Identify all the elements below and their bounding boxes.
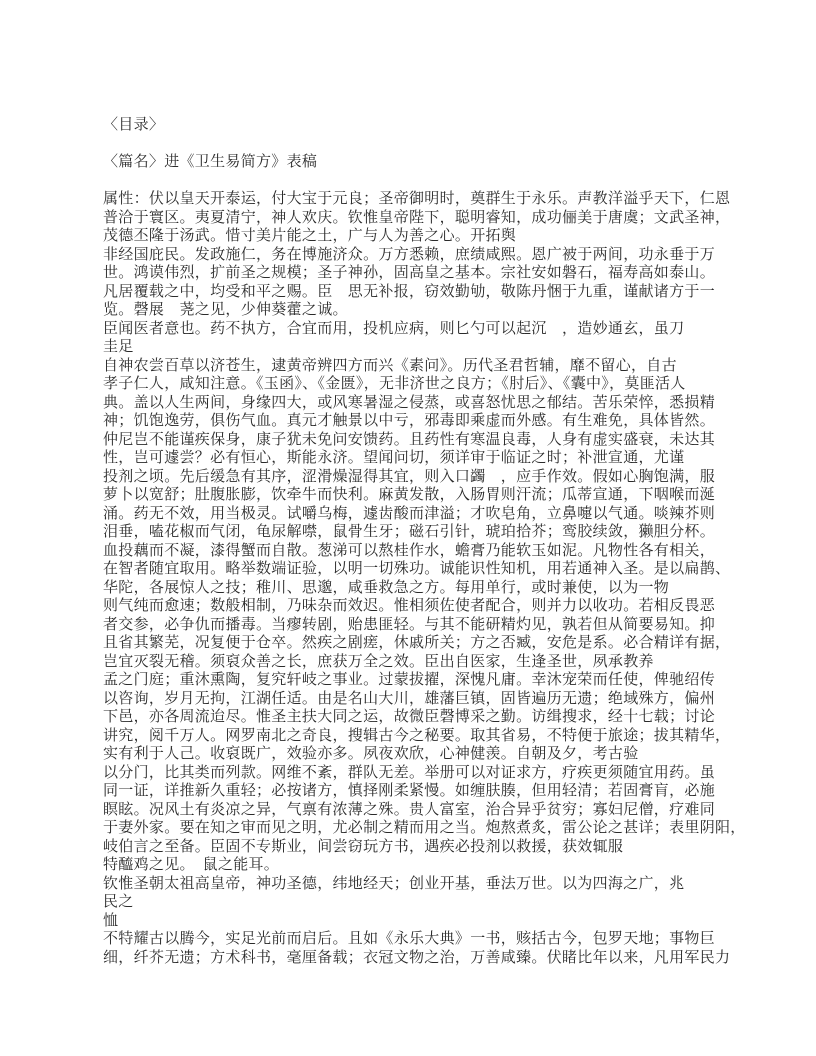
text-line: 则气纯而愈速；数般相制，乃味杂而效迟。惟相须佐使者配合，则并力以收功。若相反畏恶 — [103, 598, 716, 614]
text-line: 仲尼岂不能谨疾保身，康子犹未免问安馈药。且药性有寒温良毒，人身有虚实盛衰，未达其 — [103, 431, 716, 448]
text-line: 性，岂可遽尝？必有恒心，斯能永济。望闻问切，须详审于临证之时；补泄宣通，尤谨 — [103, 450, 685, 466]
text-line: 属性：伏以皇天开泰运，付大宝于元良；圣帝御明时，奠群生于永乐。声教洋溢乎天下，仁恩 — [103, 191, 731, 207]
text-line: 岐伯言之至备。臣固不专斯业，间尝窃玩方书，遇疾必投剂以救援，获效辄服 — [103, 838, 624, 855]
document-text-block — [103, 116, 783, 967]
text-line: 恤 — [103, 912, 119, 929]
text-line: 瞑眩。况风土有炎凉之异，气禀有浓薄之殊。贵人富室，治合异乎贫穷；寡妇尼僧，疗难同 — [103, 801, 716, 818]
text-line: 者交参，必争仇而播毒。当瘳转剧，贻患匪轻。与其不能研精灼见，孰若但从简要易知。抑 — [103, 616, 716, 633]
text-line: 茂德丕隆于汤武。惜寸美片能之土，广与人为善之心。开拓舆 — [103, 228, 517, 244]
blank-line — [103, 172, 783, 191]
text-line: 普洽于寰区。夷夏清宁，神人欢庆。钦惟皇帝陛下，聪明睿知，成功俪美于唐虞；文武圣神， — [103, 209, 731, 226]
text-line: 下邑，亦各周流迨尽。惟圣主扶大同之运，故微臣磬博采之勤。访缉搜求，经十七载；讨论 — [103, 709, 716, 725]
text-line: 以咨询，岁月无拘，江湖任适。由是名山大川，雄藩巨镇，固皆遍历无遗；绝域殊方，偏州 — [103, 690, 716, 707]
text-line: 钦惟圣朝太祖高皇帝，神功圣德，纬地经天；创业开基，垂法万世。以为四海之广，兆 — [103, 875, 685, 892]
text-line: 在智者随宜取用。略举数端证验，以明一切殊功。诚能识性知机，用若通神入圣。是以扁鹊、 — [103, 561, 731, 577]
title-line: 〈篇名〉进《卫生易简方》表稿 — [103, 154, 318, 170]
text-line: 臣闻医者意也。药不执方，合宜而用，投机应病，则匕勺可以起沉 ，造妙通玄，虽刀 — [103, 320, 685, 337]
text-line: 览。磬展 荛之见，少伸葵藿之诚。 — [103, 302, 348, 318]
text-line: 自神农尝百草以济苍生，逮黄帝辨四方而兴《素问》。历代圣君哲辅，靡不留心，自古 — [103, 357, 677, 374]
text-line: 圭足 — [103, 339, 134, 355]
text-line: 民之 — [103, 894, 134, 910]
text-line: 于妻外家。要在知之审而见之明，尤必制之精而用之当。炮熬煮炙，雷公论之甚详；表里阴阳， — [103, 820, 746, 836]
text-line: 岂宜灭裂无稽。须裒众善之长，庶获万全之效。臣出自医家，生逢圣世，夙承教养 — [103, 653, 654, 670]
text-line: 凡居覆载之中，均受和平之赐。臣 思无补报，窃效勤劬，敬陈丹悃于九重，谨献诸方于一 — [103, 283, 716, 300]
text-line: 世。鸿谟伟烈，扩前圣之规模；圣子神孙，固高皇之基本。宗社安如磐石，福寿高如泰山。 — [103, 265, 716, 281]
text-line: 特醯鸡之见。 鼠之能耳。 — [103, 857, 280, 873]
text-line: 细，纤芥无遗；方术科书，毫厘备载；衣冠文物之治，万善咸臻。伏睹比年以来，凡用军民力 — [103, 949, 731, 966]
toc-marker-line: 〈目录〉 — [103, 117, 165, 133]
text-line: 且省其繁芜，况复便于仓卒。然疾之剧瘥，休戚所关；方之否臧，安危是系。必合精详有据， — [103, 635, 731, 651]
text-line: 孟之门庭；重沐熏陶，复究轩岐之事业。过蒙拔擢，深愧凡庸。幸沐宠荣而任使，俾驰绍传 — [103, 672, 716, 688]
text-line: 典。盖以人生两间，身缘四大，或风寒暑湿之侵蒸，或喜怒忧思之郁结。苦乐荣悴，悉损精 — [103, 394, 716, 411]
text-line: 泪垂，嗑花椒而气闭，龟尿解噤，鼠骨生牙；磁石引针，琥珀拾芥；鸾胶续敛，獭胆分杯。 — [103, 524, 716, 540]
text-line: 血投藕而不凝，漆得蟹而自散。葱涕可以熬桂作水，蟾膏乃能软玉如泥。凡物性各有相关， — [103, 542, 716, 559]
text-line: 神；饥饱逸劳，俱伤气血。真元才触景以中亏，邪毒即乘虚而外感。有生难免，具体皆然。 — [103, 413, 716, 429]
text-line: 讲究，阅千万人。网罗南北之奇良，搜辑古今之秘要。取其省易，不特便于旅途；拔其精华， — [103, 727, 731, 744]
text-line: 不特耀古以腾今，实足光前而启后。且如《永乐大典》一书，赅括古今，包罗天地；事物巨 — [103, 931, 716, 947]
text-line: 投剂之顷。先后缓急有其序，涩滑燥湿得其宜，则入口蠲 ，应手作效。假如心胸饱满，服 — [103, 468, 716, 485]
text-line: 非经国庇民。发政施仁，务在博施济众。万方悉赖，庶绩咸熙。恩广被于两间，功永垂于万 — [103, 246, 716, 263]
blank-line — [103, 135, 783, 154]
text-line: 以分门，比其类而列款。网维不紊，群队无差。举册可以对证求方，疗疾更须随宜用药。虽 — [103, 764, 716, 781]
text-line: 孝子仁人，咸知注意。《玉函》、《金匮》，无非济世之良方；《肘后》、《囊中》，莫匪活人 — [103, 376, 686, 392]
text-line: 华陀，各展惊人之技；稚川、思邈，咸垂救急之方。每用单行，或时兼使，以为一物 — [103, 579, 670, 596]
text-line: 涌。药无不效，用当极灵。试嚼乌梅，遽齿酸而津溢；才吹皂角，立鼻嚏以气通。啖辣芥则 — [103, 505, 716, 522]
text-line: 实有利于人己。收裒既广，效验亦多。夙夜欢欣，心神健羡。自朝及夕，考古验 — [103, 746, 639, 762]
text-line: 萝卜以宽舒；肚腹胀膨，饮牵牛而快利。麻黄发散，入肠胃则汗流；瓜蒂宣通，下咽喉而涎 — [103, 487, 716, 503]
text-line: 同一证，详推新久重轻；必按诸方，慎择刚柔紧慢。如缠肤腠，但用轻清；若固膏肓，必施 — [103, 783, 716, 799]
